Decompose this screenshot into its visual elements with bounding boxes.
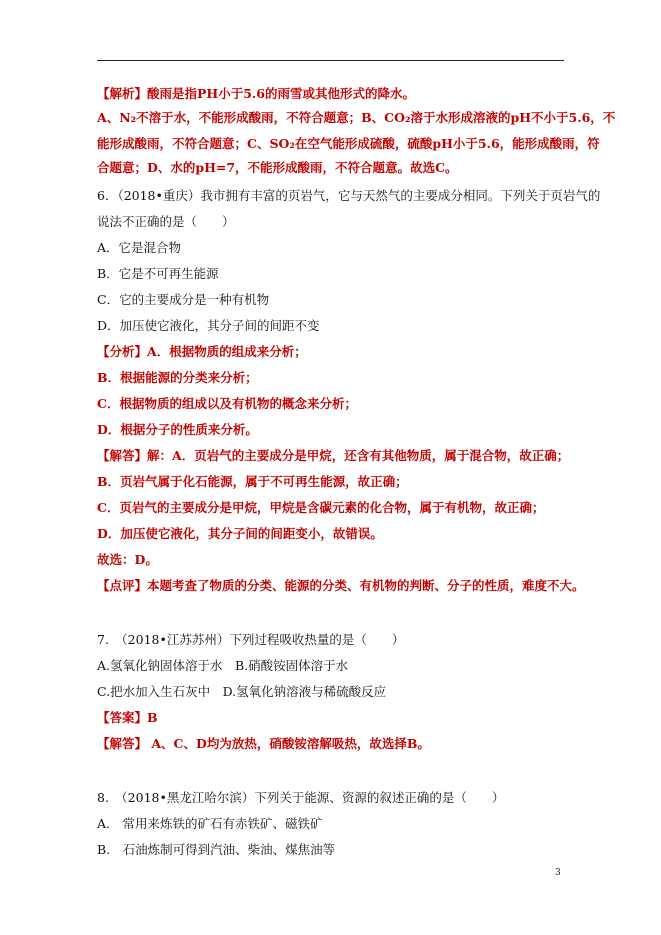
solution-text: B．页岩气属于化石能源，属于不可再生能源，故正确；	[97, 474, 408, 489]
solution-text: D．加压使它液化，其分子间的间距变小，故错误。	[97, 526, 383, 541]
question-6-option-b: B．它是不可再生能源	[97, 266, 219, 281]
analysis-text: 能形成酸雨，不符合题意；C、SO₂在空气能形成硫酸，硫酸pH小于5.6，能形成酸雨，符	[97, 136, 600, 151]
question-6-option-d: D．加压使它液化，其分子间的间距不变	[97, 318, 320, 333]
header-rule	[97, 60, 564, 61]
comment-text: 【点评】本题考查了物质的分类、能源的分类、有机物的判断、分子的性质，难度不大。	[97, 578, 585, 593]
analysis-text: A、N₂不溶于水，不能形成酸雨，不符合题意；B、CO₂溶于水形成溶液的pH不小于5.6，不	[97, 110, 616, 125]
analysis-text: 合题意；D、水的pH=7，不能形成酸雨，不符合题意。故选C。	[97, 160, 458, 175]
analysis-heading: 【分析】A．根据物质的组成来分析；	[97, 344, 307, 359]
answer-text: 【答案】B	[97, 710, 158, 725]
page-number: 3	[555, 868, 561, 878]
solution-answer: 故选：D。	[97, 552, 158, 567]
question-6-option-c: C．它的主要成分是一种有机物	[97, 292, 270, 307]
analysis-text: D．根据分子的性质来分析。	[97, 422, 258, 437]
question-6-stem: 6．（2018•重庆）我市拥有丰富的页岩气，它与天然气的主要成分相同。下列关于页岩气的	[97, 188, 601, 203]
question-7-options: A.氢氧化钠固体溶于水 B.硝酸铵固体溶于水	[97, 658, 349, 673]
question-8-option-a: A. 常用来炼铁的矿石有赤铁矿、磁铁矿	[97, 816, 323, 831]
analysis-text: B．根据能源的分类来分析；	[97, 370, 258, 385]
analysis-text: 【解析】酸雨是指PH小于5.6的雨雪或其他形式的降水。	[97, 86, 415, 101]
solution-text: C．页岩气的主要成分是甲烷，甲烷是含碳元素的化合物，属于有机物，故正确；	[97, 500, 545, 515]
question-8-stem: 8. （2018•黑龙江哈尔滨）下列关于能源、资源的叙述正确的是（ ）	[97, 790, 505, 805]
question-6-stem: 说法不正确的是（ ）	[97, 214, 235, 229]
question-7-stem: 7. （2018•江苏苏州）下列过程吸收热量的是（ ）	[97, 632, 405, 647]
solution-heading: 【解答】解：A．页岩气的主要成分是甲烷，还含有其他物质，属于混合物，故正确；	[97, 448, 570, 463]
solution-text: 【解答】 A、C、D均为放热，硝酸铵溶解吸热，故选择B。	[97, 736, 430, 751]
question-7-options: C.把水加入生石灰中 D.氢氧化钠溶液与稀硫酸反应	[97, 684, 387, 699]
question-6-option-a: A．它是混合物	[97, 240, 182, 255]
question-8-option-b: B. 石油炼制可得到汽油、柴油、煤焦油等	[97, 842, 336, 857]
analysis-text: C．根据物质的组成以及有机物的概念来分析；	[97, 396, 357, 411]
